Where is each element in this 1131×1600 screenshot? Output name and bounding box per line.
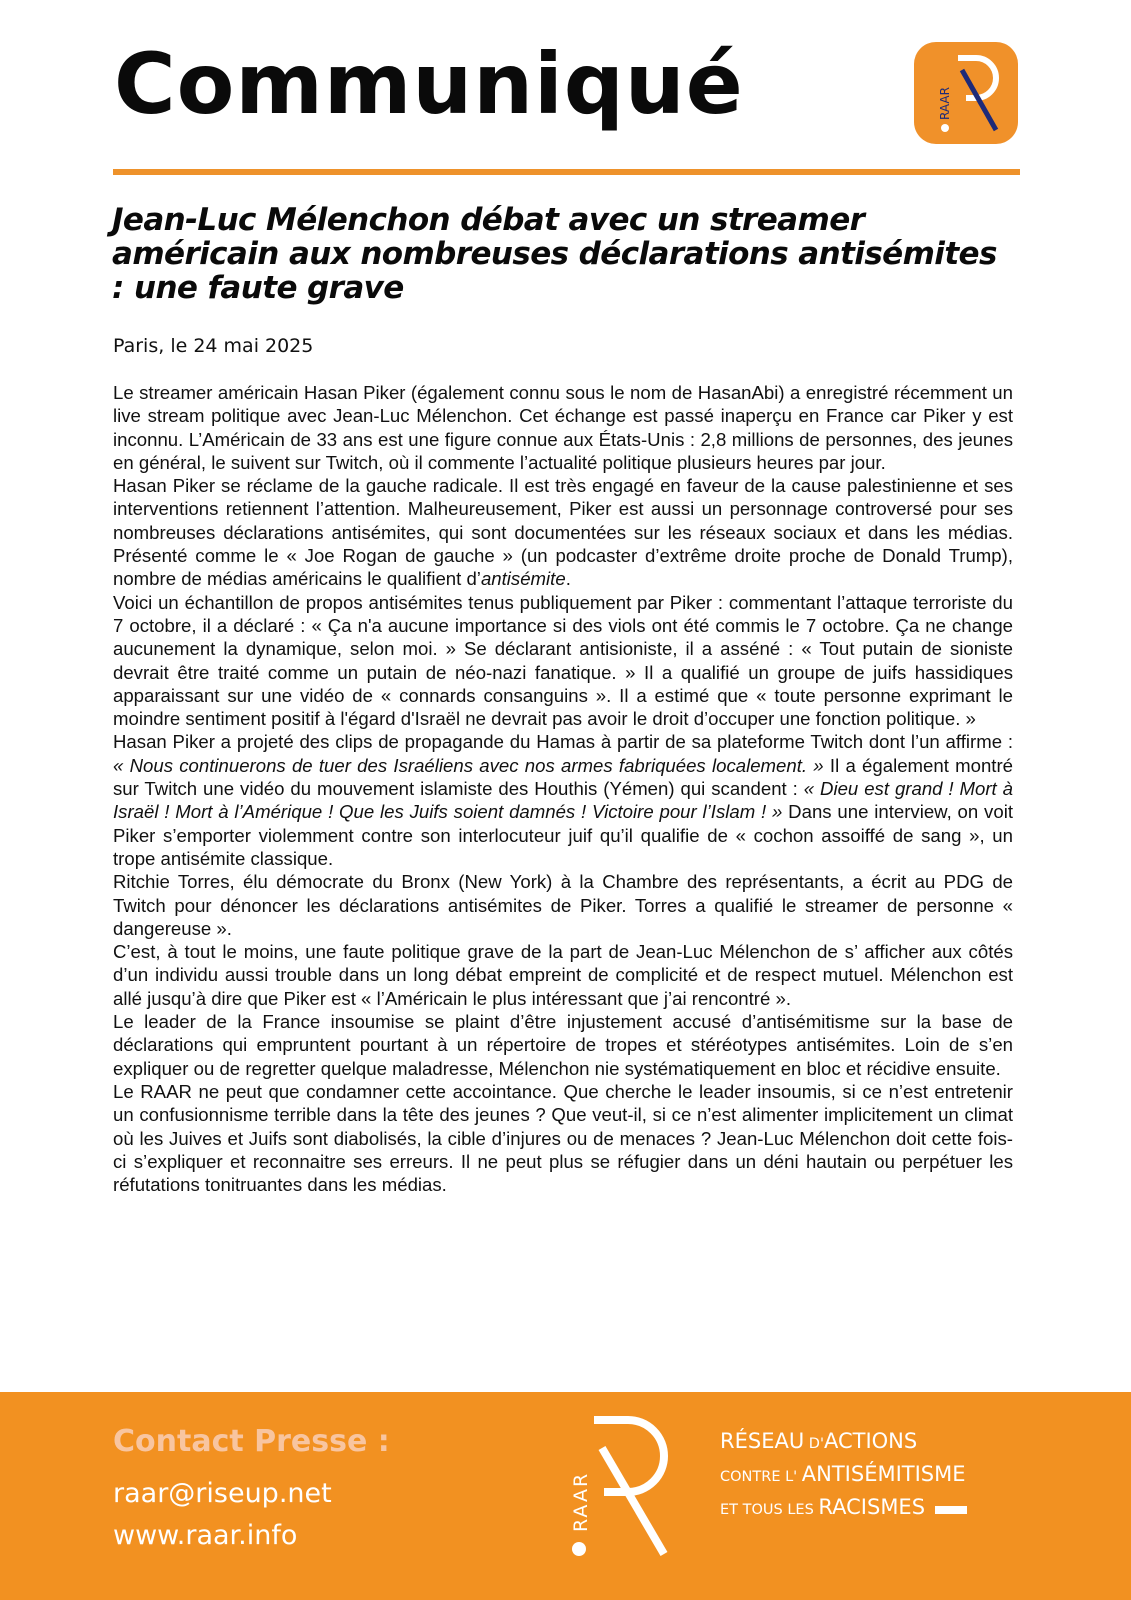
paragraph xyxy=(113,730,1013,870)
organization-name xyxy=(720,1426,967,1525)
emphasis: antisémite xyxy=(480,568,566,590)
raar-footer-logo xyxy=(570,1412,680,1567)
paragraph-text: . xyxy=(565,568,571,590)
paragraph: Le streamer américain Hasan Piker (également connu sous le nom de HasanAbi) a enregistré récemment un live stream politique avec Jean-Luc Mélenchon. Cet échange est passé inaperçu en France car Piker y est inconnu. L’Américain de 33 ans est une figure connue aux États-Unis : 2,8 millions de personnes, des jeunes en général, le suivent sur Twitch, où il commente l’actualité politique plusieurs heures par jour. xyxy=(113,382,1013,473)
org-line-3 xyxy=(720,1492,967,1525)
org-text: ANTISÉMITISME xyxy=(801,1462,966,1486)
paragraph: Le leader de la France insoumise se plaint d’être injustement accusé d’antisémitisme sur la base de déclarations qui empruntent pourtant à un répertoire de tropes et stéréotypes antisémites. Loin de s’en expliquer ou de regretter quelque maladresse, Mélenchon nie systématiquement en bloc et récidive ensuite. xyxy=(113,1011,1013,1079)
raar-logo-mark xyxy=(914,42,1018,144)
paragraph xyxy=(113,474,1013,590)
paragraph-text: Il a également montré sur Twitch une vidéo du mouvement islamiste des Houthis (Yémen) qui scandent : xyxy=(113,754,1013,800)
paragraph-text: Dans une interview, on voit Piker s’emporter violemment contre son interlocuteur juif qu’il qualifie de « cochon assoiffé de sang », un trope antisémite classique. xyxy=(113,801,1013,869)
footer-logo-text: RAAR xyxy=(570,1471,592,1532)
headline: Jean-Luc Mélenchon débat avec un streamer américain aux nombreuses déclarations antisémites : une faute grave xyxy=(112,202,997,306)
org-line-1 xyxy=(720,1426,967,1459)
org-line-2 xyxy=(720,1459,967,1492)
paragraph-text: Hasan Piker se réclame de la gauche radicale. Il est très engagé en faveur de la cause palestinienne et ses interventions retiennent l’attention. Malheureusement, Piker est aussi un personnage controversé pour ses nombreuses déclarations antisémites, qui sont documentées sur les réseaux sociaux et dans les médias. Présenté comme le « Joe Rogan de gauche » (un podcaster d’extrême droite proche de Donald Trump), nombre de médias américains le qualifient d’ xyxy=(113,475,1013,590)
org-text: ET TOUS LES xyxy=(720,1502,819,1518)
footer xyxy=(0,1392,1131,1600)
paragraph: Voici un échantillon de propos antisémites tenus publiquement par Piker : commentant l’attaque terroriste du 7 octobre, il a déclaré : « Ça n'a aucune importance si des viols ont été commis le 7 octobre. Ça ne change aucunement la dynamique, selon moi. » Se déclarant antisioniste, il a asséné : « Tout putain de sioniste devrait être traité comme un putain de néo-nazi fanatique. » Il a qualifié un groupe de juifs hassidiques apparaissant sur une vidéo de « connards consanguins ». Il a estimé que « toute personne exprimant le moindre sentiment positif à l'égard d'Israël ne devrait pas avoir le droit d’occuper une fonction politique. » xyxy=(113,591,1013,730)
paragraph: Le RAAR ne peut que condamner cette accointance. Que cherche le leader insoumis, si ce n’est entretenir un confusionnisme terrible dans la tête des jeunes ? Que veut-il, si ce n’est alimenter implicitement un climat où les Juives et Juifs sont diabolisés, la cible d’injures ou de menaces ? Jean-Luc Mélenchon doit cette fois-ci s’expliquer et reconnaitre ses erreurs. Il ne peut plus se réfugier dans un déni hautain ou perpétuer les réfutations tonitruantes dans les médias. xyxy=(113,1080,1013,1196)
raar-logo xyxy=(914,42,1018,144)
org-text: D' xyxy=(804,1436,824,1452)
org-text: RÉSEAU xyxy=(720,1429,805,1453)
contact-email-link[interactable]: raar@riseup.net xyxy=(113,1478,332,1509)
paragraph-text: Hasan Piker a projeté des clips de propagande du Hamas à partir de sa plateforme Twitch dont l’un affirme : xyxy=(113,731,1013,753)
quote: « Nous continuerons de tuer des Israéliens avec nos armes fabriquées localement. » xyxy=(113,754,824,776)
raar-footer-logo-mark xyxy=(570,1412,680,1562)
contact-title: Contact Presse : xyxy=(113,1424,390,1459)
quote: « Dieu est grand ! Mort à Israël ! Mort à l’Amérique ! Que les Juifs soient damnés ! Victoire pour l’Islam ! » xyxy=(113,778,1013,823)
website-link[interactable]: www.raar.info xyxy=(113,1520,298,1551)
header-divider xyxy=(113,169,1020,175)
page-title: Communiqué xyxy=(114,35,744,133)
org-text: ACTIONS xyxy=(823,1429,918,1453)
org-text: CONTRE L' xyxy=(720,1469,802,1485)
logo-text: RAAR xyxy=(938,87,952,120)
paragraph: Ritchie Torres, élu démocrate du Bronx (New York) à la Chambre des représentants, a écrit au PDG de Twitch pour dénoncer les déclarations antisémites de Piker. Torres a qualifié le streamer de personne « dangereuse ». xyxy=(113,871,1013,939)
paragraph: C’est, à tout le moins, une faute politique grave de la part de Jean-Luc Mélenchon de s’ afficher aux côtés d’un individu aussi trouble dans un long débat empreint de complicité et de respect mutuel. Mélenchon est allé jusqu’à dire que Piker est « l’Américain le plus intéressant que j’ai rencontré ». xyxy=(113,941,1013,1009)
article-body xyxy=(113,381,1013,1196)
org-text: RACISMES xyxy=(818,1495,926,1519)
dash-mark xyxy=(935,1506,967,1514)
dateline: Paris, le 24 mai 2025 xyxy=(113,335,314,357)
